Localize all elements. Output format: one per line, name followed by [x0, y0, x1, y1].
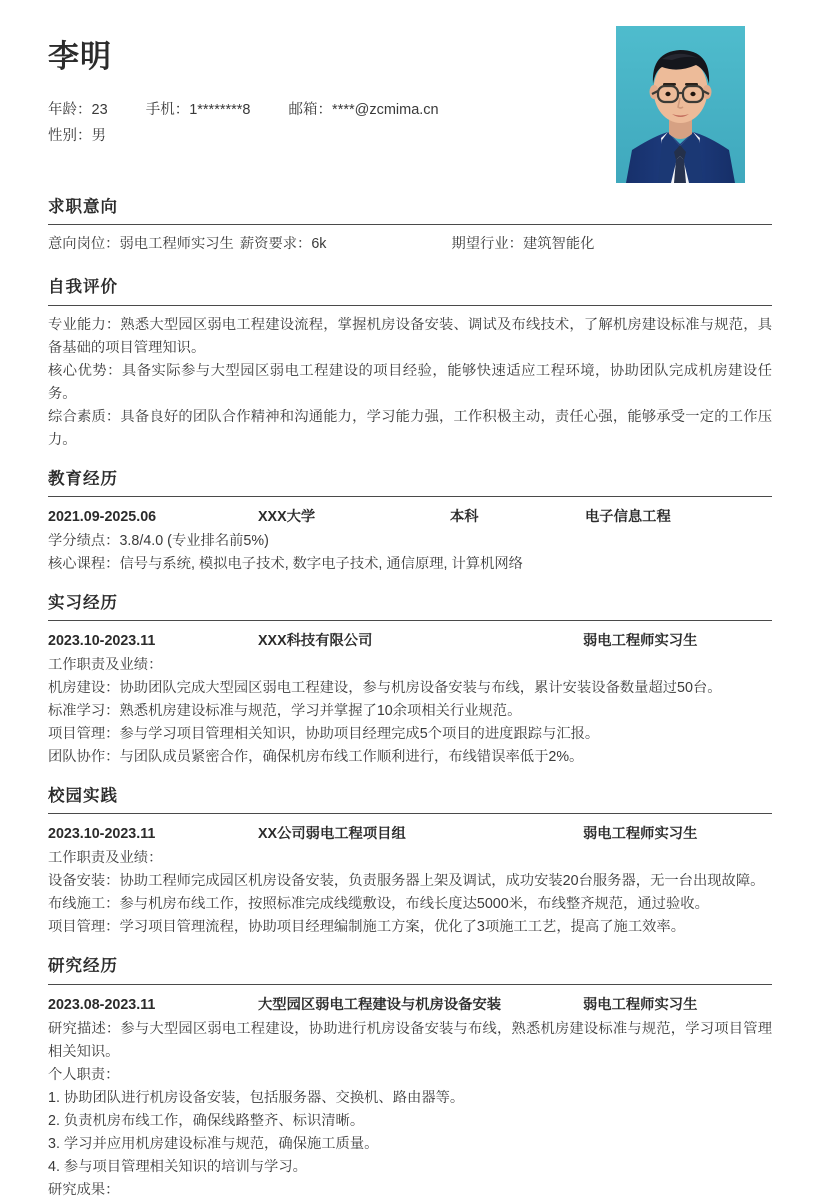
intent-industry-value: 建筑智能化 [522, 236, 595, 253]
internship-details [48, 654, 772, 769]
campus-role: 弱电工程师实习生 [583, 826, 698, 843]
internship-detail-line: 团队协作：与团队成员紧密合作，确保机房布线工作顺利进行，布线错误率低于2%。 [48, 749, 584, 766]
internship-detail-line: 工作职责及业绩： [48, 657, 163, 674]
section-research [0, 955, 820, 1201]
contact-age-value: 23 [91, 102, 108, 119]
internship-detail-line: 标准学习：熟悉机房建设标准与规范，学习并掌握了10余项相关行业规范。 [48, 703, 522, 720]
section-title-internship: 实习经历 [48, 592, 772, 621]
portrait-photo-graphic [616, 26, 745, 183]
intent-salary-value: 6k [311, 236, 327, 253]
research-duties-label: 个人职责： [48, 1066, 120, 1083]
intent-position-value: 弱电工程师实习生 [119, 236, 234, 253]
portrait-photo [616, 26, 745, 183]
section-job-intention [0, 196, 820, 256]
campus-details [48, 847, 772, 939]
spacer [0, 452, 820, 468]
candidate-name: 李明 [48, 39, 112, 74]
campus-detail-line: 工作职责及业绩： [48, 850, 163, 867]
research-duty-line: 2. 负责机房布线工作，确保线路整齐、标识清晰。 [48, 1112, 365, 1129]
internship-detail-line: 机房建设：协助团队完成大型园区弱电工程建设，参与机房设备安装与布线，累计安装设备数量超过50台。 [48, 680, 722, 697]
intent-position-label: 意向岗位： [48, 236, 120, 253]
research-description: 研究描述：参与大型园区弱电工程建设，协助进行机房设备安装与布线，熟悉机房建设标准与规范，学习项目管理相关知识。 [48, 1020, 772, 1060]
education-detail-line: 学分绩点：3.8/4.0 (专业排名前5%) [48, 532, 269, 549]
contact-phone-label: 手机： [145, 102, 190, 119]
intent-position [48, 233, 234, 256]
contact-age [48, 97, 108, 123]
contact-phone [146, 97, 251, 123]
education-degree: 本科 [450, 508, 479, 525]
campus-detail-line: 项目管理：学习项目管理流程，协助项目经理编制施工方案，优化了3项施工工艺，提高了施工效率。 [48, 919, 686, 936]
spacer [0, 939, 820, 955]
research-date: 2023.08-2023.11 [48, 996, 156, 1013]
section-title-campus-practice: 校园实践 [48, 785, 772, 814]
self-evaluation-line: 专业能力：熟悉大型园区弱电工程建设流程，掌握机房设备安装、调试及布线技术，了解机房建设标准与规范，具备基础的项目管理知识。 [48, 316, 772, 356]
campus-date: 2023.10-2023.11 [48, 826, 156, 843]
spacer [0, 576, 820, 592]
section-title-research: 研究经历 [48, 955, 772, 984]
campus-detail-line: 设备安装：协助工程师完成园区机房设备安装，负责服务器上架及调试，成功安装20台服务器，无一台出现故障。 [48, 873, 765, 890]
education-major: 电子信息工程 [585, 508, 671, 525]
intent-salary-label: 薪资要求： [239, 236, 312, 253]
campus-detail-line: 布线施工：参与机房布线工作，按照标准完成线缆敷设，布线长度达5000米，布线整齐规范，通过验收。 [48, 896, 709, 913]
research-role: 弱电工程师实习生 [583, 996, 698, 1013]
intent-salary [240, 233, 327, 256]
contact-email [289, 97, 439, 123]
research-results-label: 研究成果： [48, 1181, 120, 1198]
internship-detail-line: 项目管理：参与学习项目管理相关知识，协助项目经理完成5个项目的进度跟踪与汇报。 [48, 726, 600, 743]
internship-date: 2023.10-2023.11 [48, 633, 156, 650]
education-school: XXX大学 [258, 508, 316, 525]
contact-age-label: 年龄： [48, 102, 92, 119]
contact-email-label: 邮箱： [288, 102, 333, 119]
intent-industry-label: 期望行业： [451, 236, 523, 253]
intent-industry [451, 233, 594, 256]
contact-phone-value: 1********8 [189, 102, 251, 119]
research-entry-header [48, 993, 772, 1017]
self-evaluation-line: 核心优势：具备实际参与大型园区弱电工程建设的项目经验，能够快速适应工程环境，协助团队完成机房建设任务。 [48, 362, 772, 402]
education-entry-header [48, 505, 772, 529]
education-details [48, 530, 772, 576]
research-duty-line: 4. 参与项目管理相关知识的培训与学习。 [48, 1158, 307, 1175]
contact-gender [48, 123, 106, 149]
section-title-self-evaluation: 自我评价 [48, 276, 772, 305]
self-evaluation-line: 综合素质：具备良好的团队合作精神和沟通能力，学习能力强，工作积极主动，责任心强，能够承受一定的工作压力。 [48, 408, 772, 448]
research-details [48, 1018, 772, 1202]
campus-entry-header [48, 822, 772, 846]
spacer [0, 769, 820, 785]
spacer [0, 256, 820, 276]
section-campus-practice [0, 785, 820, 939]
section-title-job-intention: 求职意向 [48, 196, 772, 225]
internship-entry-header [48, 629, 772, 653]
section-self-evaluation [0, 276, 820, 451]
research-duty-line: 1. 协助团队进行机房设备安装，包括服务器、交换机、路由器等。 [48, 1089, 465, 1106]
education-detail-line: 核心课程：信号与系统, 模拟电子技术, 数字电子技术, 通信原理, 计算机网络 [48, 555, 523, 572]
research-duty-line: 3. 学习并应用机房建设标准与规范，确保施工质量。 [48, 1135, 379, 1152]
section-internship [0, 592, 820, 769]
research-project: 大型园区弱电工程建设与机房设备安装 [258, 996, 502, 1013]
section-education [0, 468, 820, 576]
internship-company: XXX科技有限公司 [258, 633, 373, 650]
section-title-education: 教育经历 [48, 468, 772, 497]
internship-role: 弱电工程师实习生 [583, 633, 698, 650]
education-date: 2021.09-2025.06 [48, 508, 157, 525]
contact-gender-label: 性别： [48, 128, 92, 145]
job-intention-row [48, 233, 772, 256]
contact-email-value: ****@zcmima.cn [332, 102, 439, 119]
campus-company: XX公司弱电工程项目组 [258, 826, 406, 843]
contact-gender-value: 男 [91, 128, 106, 145]
resume-header [0, 0, 820, 196]
